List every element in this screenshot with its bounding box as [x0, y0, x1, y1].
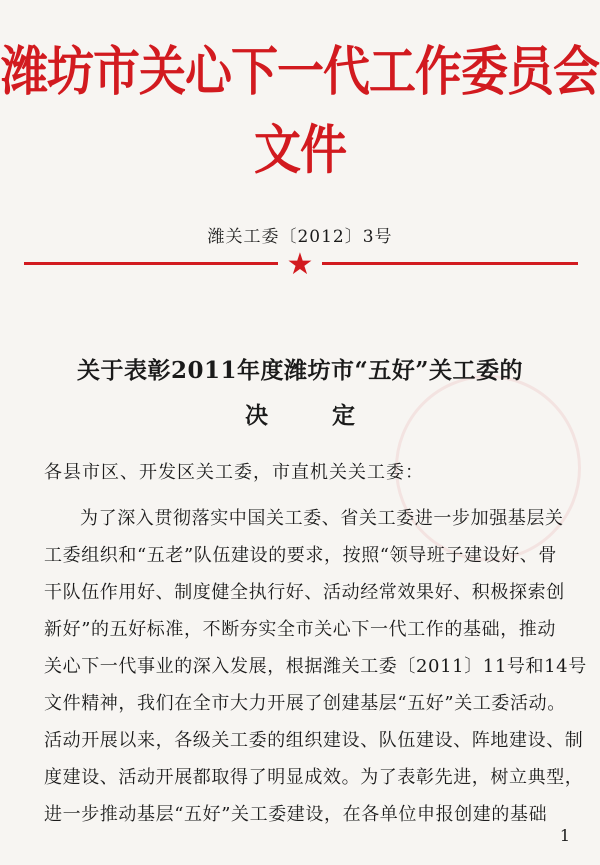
body-line: 进一步推动基层“五好”关工委建设，在各单位申报创建的基础 — [44, 804, 548, 825]
body-line: 文件精神，我们在全市大力开展了创建基层“五好”关工委活动。 — [44, 693, 566, 714]
document-subtitle: 决定 — [245, 402, 419, 429]
body-line: 活动开展以来，各级关工委的组织建设、队伍建设、阵地建设、制 — [44, 730, 584, 751]
body-line: 干队伍作用好、制度健全执行好、活动经常效果好、积极探索创 — [44, 582, 565, 603]
body-paragraph — [44, 500, 587, 833]
salutation: 各县市区、开发区关工委，市直机关关工委： — [44, 462, 424, 483]
body-line: 为了深入贯彻落实中国关工委、省关工委进一步加强基层关 — [80, 508, 564, 529]
masthead-title: 潍坊市关心下一代工作委员会文件 — [1, 41, 599, 182]
body-line: 关心下一代事业的深入发展，根据潍关工委〔2011〕11号和14号 — [44, 656, 587, 677]
body-line: 工委组织和“五老”队伍建设的要求，按照“领导班子建设好、骨 — [44, 545, 558, 566]
document-title: 关于表彰2011年度潍坊市“五好”关工委的 — [77, 357, 523, 384]
red-rule-left — [24, 262, 278, 265]
document-number: 潍关工委〔2012〕3号 — [207, 227, 393, 247]
red-rule-right — [322, 262, 578, 265]
star-icon: ★ — [286, 247, 314, 282]
body-line: 新好”的五好标准，不断夯实全市关心下一代工作的基础，推动 — [44, 619, 556, 640]
page-number: 1 — [559, 826, 570, 845]
body-line: 度建设、活动开展都取得了明显成效。为了表彰先进，树立典型， — [44, 767, 584, 788]
